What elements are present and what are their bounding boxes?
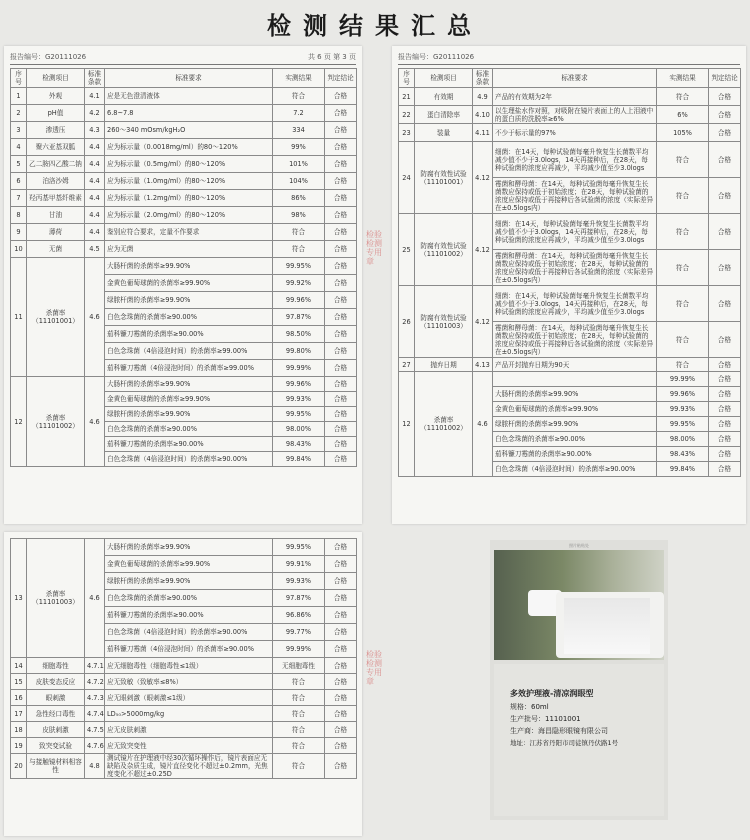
- seal-stamp-2: 检验检测专用章: [366, 650, 382, 686]
- product-name: 多效护理液-清凉润眼型: [510, 689, 594, 698]
- table-row: 25 防腐有效性试验（11101002） 4.12 细菌：在14天，每种试验菌每毫升恢复生长菌数平均减少值不少于3.0logs，14天再接种后，在28天，每种试验菌的浓度应再减少，平均减少值至少3.0logs 符合 合格: [399, 214, 741, 250]
- table-row: 白色念珠菌的杀菌率≥90.00% 98.00% 合格: [11, 422, 357, 437]
- table-row: 12 杀菌率（11101002） 4.6 大肠杆菌的杀菌率≥99.90% 99.96% 合格: [11, 377, 357, 392]
- column-header: 检测项目: [415, 69, 473, 88]
- column-header: 检测项目: [27, 69, 85, 88]
- product-spec: 规格：60ml: [510, 703, 549, 711]
- table-row: 白色念珠菌（4倍浸泡时间）的杀菌率≥90.00% 99.84% 合格: [399, 462, 741, 477]
- table-row: 13 杀菌率（11101003） 4.6 大肠杆菌的杀菌率≥99.90% 99.95% 合格: [11, 539, 357, 556]
- table-row: 19 致突变试验 4.7.6 应无致突变性 符合 合格: [11, 738, 357, 754]
- table-row: 绿脓杆菌的杀菌率≥99.90% 99.95% 合格: [11, 407, 357, 422]
- report-header: [10, 52, 356, 65]
- report-header-right: [398, 52, 740, 65]
- product-photo: [490, 540, 668, 820]
- results-table-bottom: [10, 538, 357, 779]
- table-row: 霉菌和酵母菌：在14天，每种试验菌每毫升恢复生长菌数应保持或低于初始浓度；在28天，每种试验菌的浓度应保持或低于再接种后各试验菌的浓度（实际差异在±0.5logs内） 符合 合格: [399, 178, 741, 214]
- report-number-right: 报告编号：G20111026: [398, 53, 475, 61]
- column-header: 序号: [11, 69, 27, 88]
- table-row: 白色念珠菌的杀菌率≥90.00% 98.00% 合格: [399, 432, 741, 447]
- table-row: 茄科镰刀霉菌的杀菌率≥90.00% 98.50% 合格: [11, 326, 357, 343]
- photo-caption: 照片粘贴处: [569, 543, 589, 548]
- column-header: 标准要求: [493, 69, 657, 88]
- table-row: 20 与接触镜材料相容性 4.8 测试镜片在护理液中经30次循环操作后，镜片表面应无缺陷及杂质生成，镜片直径变化不超过±0.2mm，光焦度变化不超过±0.25D 符合 合格: [11, 754, 357, 779]
- table-row: 27 抛弃日期 4.13 产品开封抛弃日期为90天 符合 合格: [399, 358, 741, 372]
- table-row: 白色念珠菌（4倍浸泡时间）的杀菌率≥90.00% 99.77% 合格: [11, 624, 357, 641]
- table-row: 23 装量 4.11 不少于标示量的97% 105% 合格: [399, 124, 741, 142]
- table-row: 2 pH值 4.2 6.8~7.8 7.2 合格: [11, 105, 357, 122]
- table-row: 大肠杆菌的杀菌率≥99.90% 99.96% 合格: [399, 387, 741, 402]
- results-table-left: [10, 68, 357, 467]
- table-row: 绿脓杆菌的杀菌率≥99.90% 99.93% 合格: [11, 573, 357, 590]
- column-header: 标准条款: [473, 69, 493, 88]
- page-info: 共 6 页 第 3 页: [307, 53, 356, 61]
- product-maker: 生产商：海昌隐形眼镜有限公司: [510, 727, 608, 735]
- table-row: 12 杀菌率（11101002） 4.6 99.99% 合格: [399, 372, 741, 387]
- table-row: 绿脓杆菌的杀菌率≥99.90% 99.96% 合格: [11, 292, 357, 309]
- table-row: 5 乙二胺四乙酸二钠 4.4 应为标示量（0.5mg/ml）的80～120% 101% 合格: [11, 156, 357, 173]
- column-header: 标准要求: [105, 69, 273, 88]
- table-row: 茄科镰刀霉菌（4倍浸泡时间）的杀菌率≥99.00% 99.99% 合格: [11, 360, 357, 377]
- column-header: 实测结果: [273, 69, 325, 88]
- column-header: 序号: [399, 69, 415, 88]
- table-row: 3 渗透压 4.3 260～340 mOsm/kgH₂O 334 合格: [11, 122, 357, 139]
- table-row: 4 聚六亚基双胍 4.4 应为标示量（0.0018mg/ml）的80～120% 99% 合格: [11, 139, 357, 156]
- table-row: 11 杀菌率（11101001） 4.6 大肠杆菌的杀菌率≥99.90% 99.95% 合格: [11, 258, 357, 275]
- table-row: 白色念珠菌（4倍浸泡时间）的杀菌率≥99.00% 99.80% 合格: [11, 343, 357, 360]
- table-row: 16 眼刺激 4.7.3 应无眼刺激（眼刺激≤1级） 符合 合格: [11, 690, 357, 706]
- table-row: 9 薄荷 4.4 鉴别应符合要求，定量不作要求 符合 合格: [11, 224, 357, 241]
- column-header: 判定结论: [325, 69, 357, 88]
- table-row: 霉菌和酵母菌：在14天，每种试验菌每毫升恢复生长菌数应保持或低于初始浓度；在28天，每种试验菌的浓度应保持或低于再接种后各试验菌的浓度（实际差异在±0.5logs内） 符合 合格: [399, 250, 741, 286]
- label-photo: [494, 664, 664, 816]
- table-row: 17 急性经口毒性 4.7.4 LD₅₀>5000mg/kg 符合 合格: [11, 706, 357, 722]
- page-title: 检测结果汇总: [267, 12, 483, 40]
- table-row: 22 蛋白清除率 4.10 以生理盐水作对照，对吸附在镜片表面上的人上泪液中的蛋白质的洗脱率≥6% 6% 合格: [399, 106, 741, 124]
- table-row: 金黄色葡萄球菌的杀菌率≥99.90% 99.91% 合格: [11, 556, 357, 573]
- table-row: 26 防腐有效性试验（11101003） 4.12 细菌：在14天，每种试验菌每毫升恢复生长菌数平均减少值不少于3.0logs，14天再接种后，在28天，每种试验菌的浓度应再减少，平均减少值至少3.0logs 符合 合格: [399, 286, 741, 322]
- table-row: 茄科镰刀霉菌的杀菌率≥90.00% 98.43% 合格: [11, 437, 357, 452]
- report-page-left: [4, 46, 362, 524]
- table-row: 8 甘油 4.4 应为标示量（2.0mg/ml）的80～120% 98% 合格: [11, 207, 357, 224]
- table-row: 茄科镰刀霉菌的杀菌率≥90.00% 98.43% 合格: [399, 447, 741, 462]
- table-header-row: [399, 69, 741, 88]
- column-header: 实测结果: [657, 69, 709, 88]
- table-row: 1 外观 4.1 应是无色澄清液体 符合 合格: [11, 88, 357, 105]
- table-row: 白色念珠菌的杀菌率≥90.00% 97.87% 合格: [11, 309, 357, 326]
- bottle-photo: [494, 550, 664, 660]
- table-row: 10 无菌 4.5 应为无菌 符合 合格: [11, 241, 357, 258]
- table-row: 茄科镰刀霉菌的杀菌率≥90.00% 96.86% 合格: [11, 607, 357, 624]
- seal-stamp: 检验检测专用章: [366, 230, 382, 266]
- table-row: 茄科镰刀霉菌（4倍浸泡时间）的杀菌率≥90.00% 99.99% 合格: [11, 641, 357, 658]
- product-batch: 生产批号：11101001: [510, 715, 581, 723]
- column-header: 判定结论: [709, 69, 741, 88]
- results-table-right: [398, 68, 741, 477]
- product-address: 地址：江苏省丹阳市司徒镇丹伏路1号: [510, 739, 619, 747]
- table-row: 金黄色葡萄球菌的杀菌率≥99.90% 99.93% 合格: [399, 402, 741, 417]
- table-row: 白色念珠菌（4倍浸泡时间）的杀菌率≥90.00% 99.84% 合格: [11, 452, 357, 467]
- table-row: 21 有效期 4.9 产品的有效期为2年 符合 合格: [399, 88, 741, 106]
- table-row: 24 防腐有效性试验（11101001） 4.12 细菌：在14天，每种试验菌每毫升恢复生长菌数平均减少值不少于3.0logs，14天再接种后，在28天，每种试验菌的浓度应再减少，平均减少值至少3.0logs 符合 合格: [399, 142, 741, 178]
- report-number: 报告编号：G20111026: [10, 53, 87, 61]
- table-row: 金黄色葡萄球菌的杀菌率≥99.90% 99.92% 合格: [11, 275, 357, 292]
- report-page-bottom: [4, 532, 362, 836]
- table-row: 7 羟丙基甲基纤维素 4.4 应为标示量（1.2mg/ml）的80～120% 86% 合格: [11, 190, 357, 207]
- table-row: 霉菌和酵母菌：在14天，每种试验菌每毫升恢复生长菌数应保持或低于初始浓度；在28天，每种试验菌的浓度应保持或低于再接种后各试验菌的浓度（实际差异在±0.5logs内） 符合 合格: [399, 322, 741, 358]
- column-header: 标准条款: [85, 69, 105, 88]
- table-row: 金黄色葡萄球菌的杀菌率≥99.90% 99.93% 合格: [11, 392, 357, 407]
- table-row: 18 皮肤刺激 4.7.5 应无皮肤刺激 符合 合格: [11, 722, 357, 738]
- report-page-right: [392, 46, 746, 524]
- table-row: 15 皮肤变态反应 4.7.2 应无致敏（致敏率≤8%） 符合 合格: [11, 674, 357, 690]
- table-row: 6 泊洛沙姆 4.4 应为标示量（1.0mg/ml）的80～120% 104% 合格: [11, 173, 357, 190]
- table-row: 绿脓杆菌的杀菌率≥99.90% 99.95% 合格: [399, 417, 741, 432]
- table-row: 白色念珠菌的杀菌率≥90.00% 97.87% 合格: [11, 590, 357, 607]
- table-header-row: [11, 69, 357, 88]
- table-row: 14 细胞毒性 4.7.1 应无细胞毒性（细胞毒性≤1级） 无细胞毒性 合格: [11, 658, 357, 674]
